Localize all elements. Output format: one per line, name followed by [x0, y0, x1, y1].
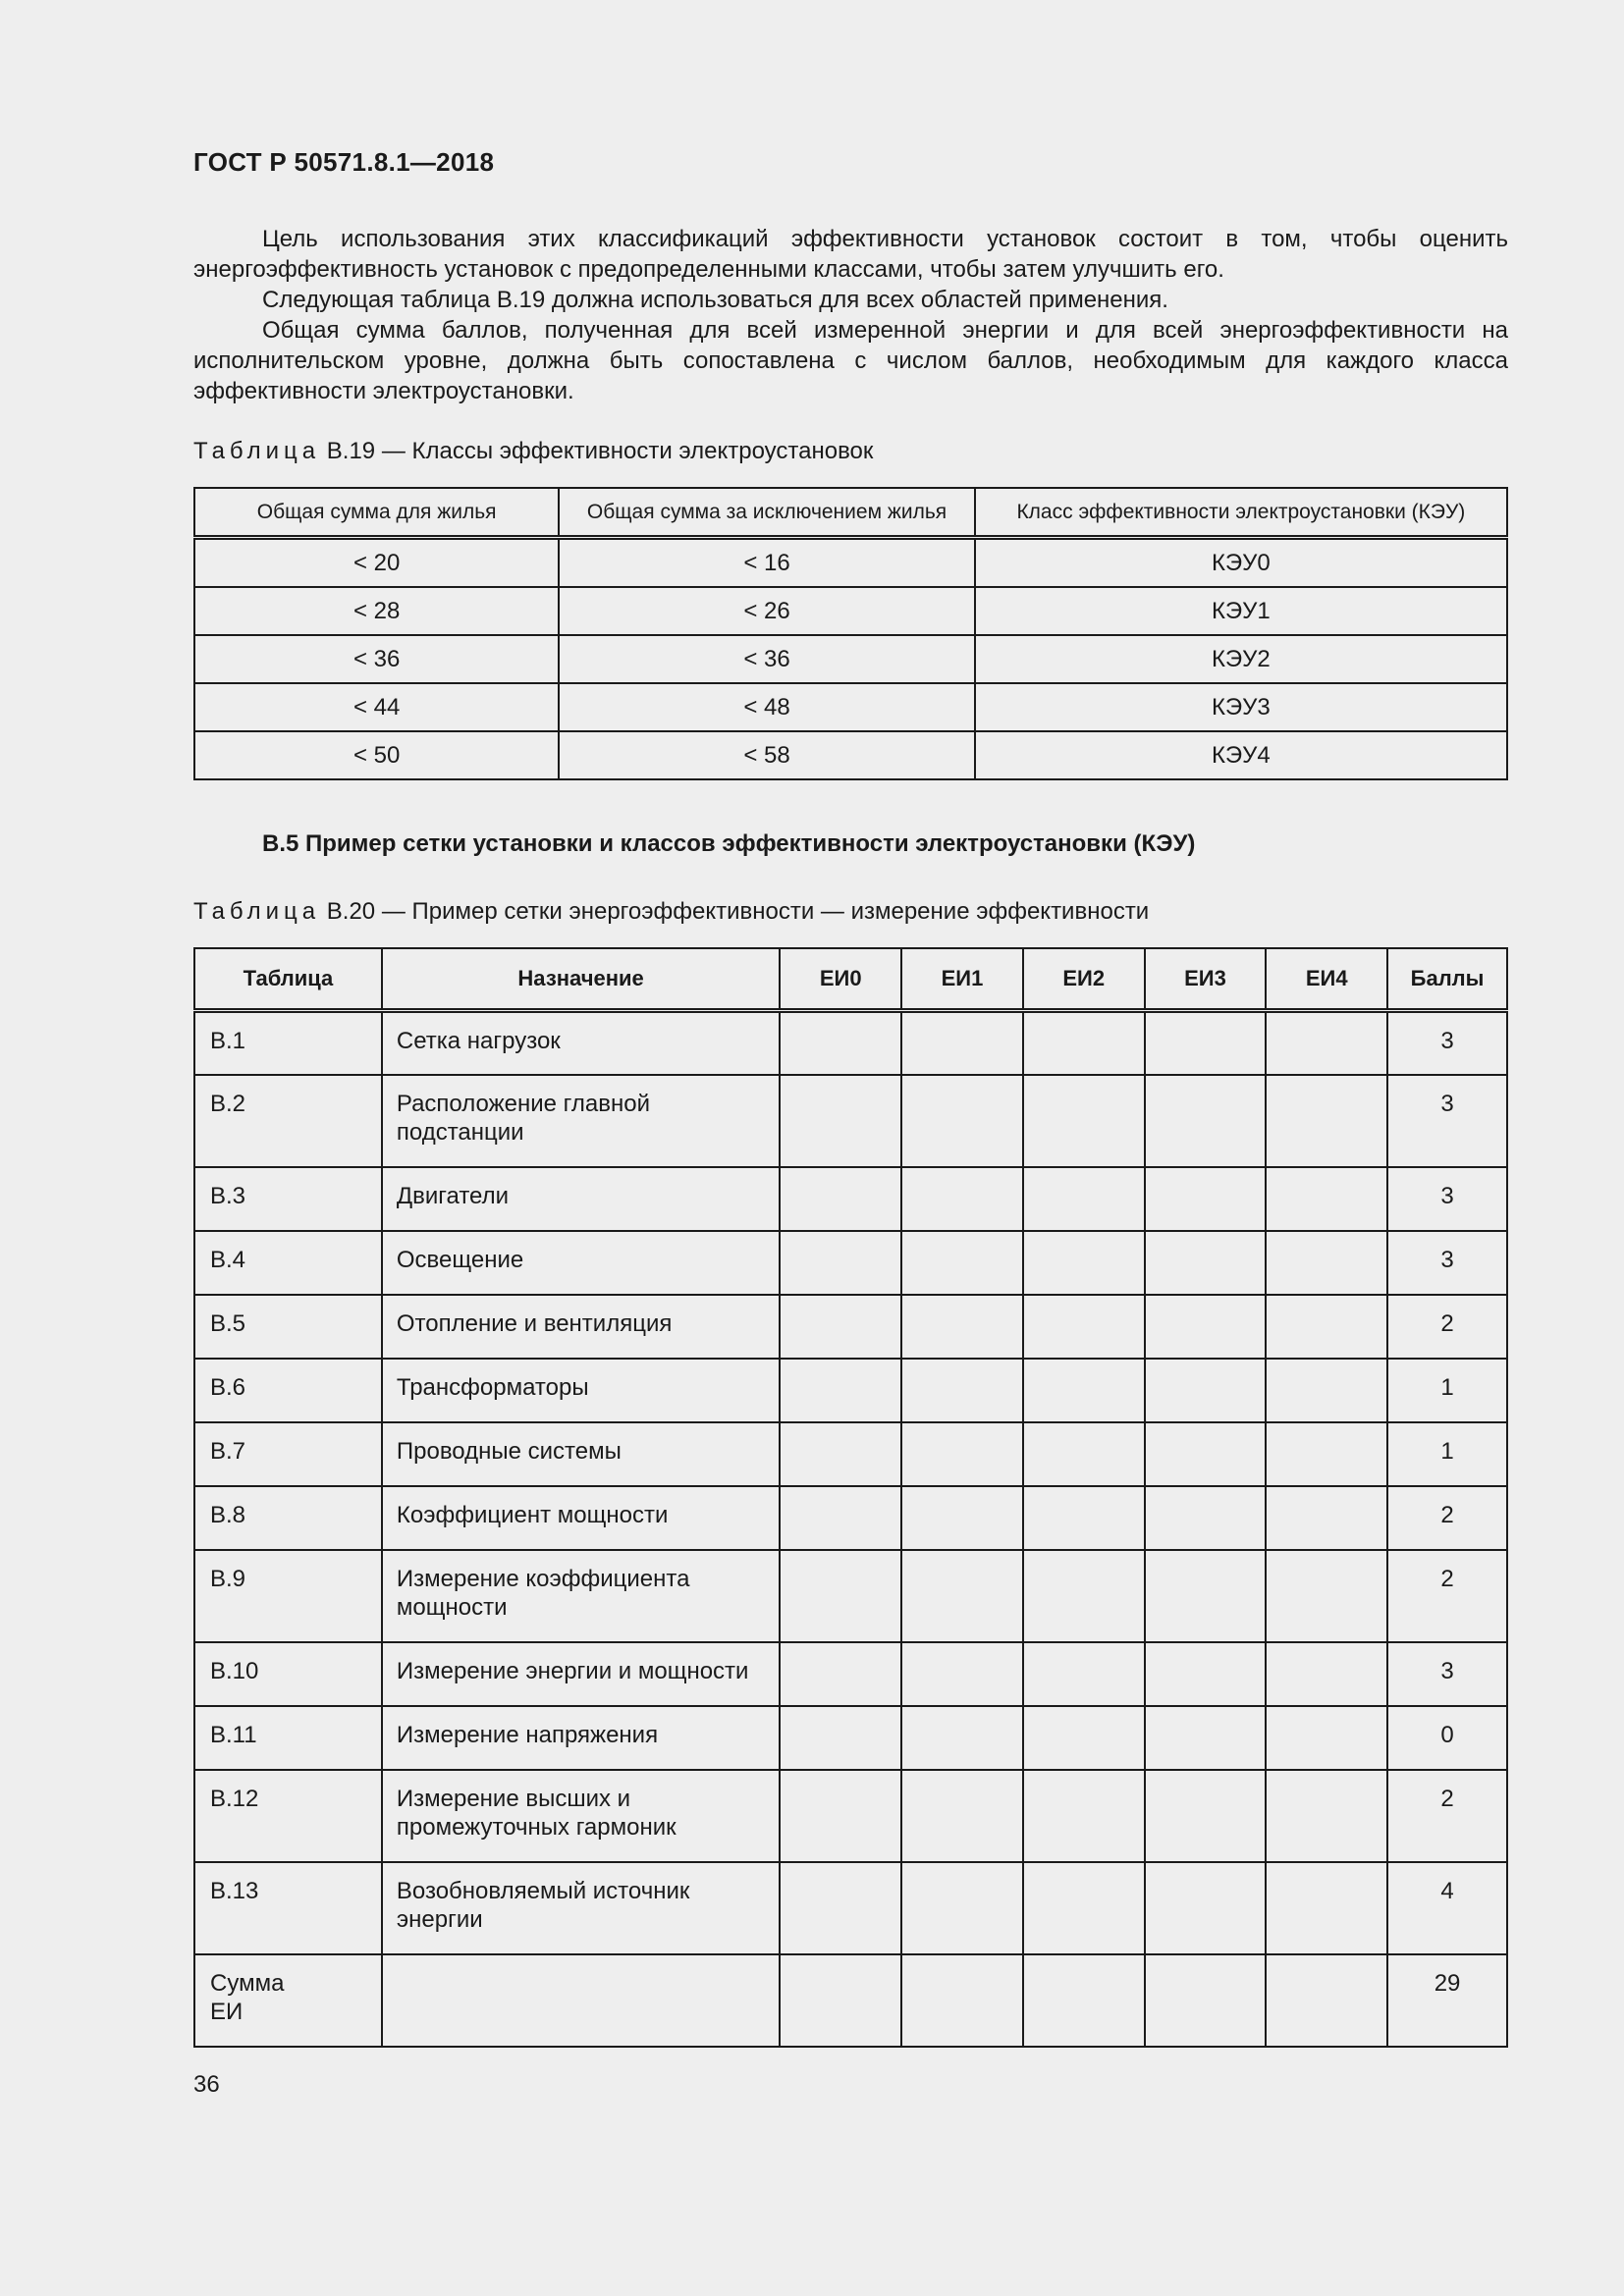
- row-code: В.11: [194, 1706, 382, 1770]
- ei-cell: [901, 1486, 1023, 1550]
- ei-cell: [780, 1642, 901, 1706]
- ei-cell: [1023, 1770, 1145, 1862]
- ei-cell: [780, 1231, 901, 1295]
- ei-cell: [780, 1486, 901, 1550]
- ei-cell: [1145, 1486, 1267, 1550]
- ei-cell: [1266, 1954, 1387, 2047]
- ei-cell: [1266, 1706, 1387, 1770]
- table-cell: < 26: [559, 587, 974, 635]
- table20-caption-word: Таблица: [193, 898, 321, 925]
- ei-cell: [780, 1011, 901, 1075]
- table-cell: КЭУ3: [975, 683, 1507, 731]
- ei-cell: [901, 1359, 1023, 1422]
- row-code: В.4: [194, 1231, 382, 1295]
- row-score: 2: [1387, 1770, 1507, 1862]
- page-number: 36: [193, 2071, 220, 2098]
- ei-cell: [780, 1295, 901, 1359]
- ei-cell: [901, 1954, 1023, 2047]
- ei-cell: [780, 1359, 901, 1422]
- ei-cell: [780, 1167, 901, 1231]
- row-code: В.5: [194, 1295, 382, 1359]
- table-cell: < 20: [194, 538, 559, 588]
- row-score: 1: [1387, 1422, 1507, 1486]
- table-row: [194, 587, 1507, 635]
- row-name: Отопление и вентиляция: [382, 1295, 780, 1359]
- row-score: 3: [1387, 1075, 1507, 1167]
- row-code: В.1: [194, 1011, 382, 1075]
- ei-cell: [1023, 1075, 1145, 1167]
- row-score: 2: [1387, 1550, 1507, 1642]
- ei-cell: [1145, 1706, 1267, 1770]
- ei-cell: [1266, 1011, 1387, 1075]
- ei-cell: [780, 1550, 901, 1642]
- column-header: Общая сумма за исключением жилья: [559, 488, 974, 538]
- ei-cell: [1023, 1422, 1145, 1486]
- column-header: ЕИ0: [780, 948, 901, 1011]
- table-cell: < 44: [194, 683, 559, 731]
- ei-cell: [901, 1862, 1023, 1954]
- ei-cell: [1266, 1550, 1387, 1642]
- table-row: [194, 1550, 1507, 1642]
- row-score: 3: [1387, 1011, 1507, 1075]
- ei-cell: [1023, 1486, 1145, 1550]
- row-name: Измерение напряжения: [382, 1706, 780, 1770]
- row-name: Трансформаторы: [382, 1359, 780, 1422]
- ei-cell: [1145, 1862, 1267, 1954]
- ei-cell: [1266, 1075, 1387, 1167]
- ei-cell: [901, 1231, 1023, 1295]
- row-name: Измерение энергии и мощности: [382, 1642, 780, 1706]
- table19-caption: [193, 438, 873, 465]
- table19-caption-word: Таблица: [193, 438, 321, 464]
- table-cell: КЭУ1: [975, 587, 1507, 635]
- ei-cell: [1266, 1486, 1387, 1550]
- ei-cell: [780, 1422, 901, 1486]
- ei-cell: [1023, 1011, 1145, 1075]
- row-name: Проводные системы: [382, 1422, 780, 1486]
- table-row: [194, 1231, 1507, 1295]
- ei-cell: [901, 1075, 1023, 1167]
- ei-cell: [1145, 1295, 1267, 1359]
- ei-cell: [1023, 1231, 1145, 1295]
- column-header: ЕИ3: [1145, 948, 1267, 1011]
- column-header: Таблица: [194, 948, 382, 1011]
- intro-paragraph-3: Общая сумма баллов, полученная для всей измеренной энергии и для всей энергоэффективности на исполнительском уровне, должна быть сопоставлена с числом баллов, необходимым для каждого класса эффективности электроустановки.: [193, 317, 1508, 404]
- table-cell: < 50: [194, 731, 559, 779]
- row-code: Сумма ЕИ: [194, 1954, 382, 2047]
- table-cell: < 48: [559, 683, 974, 731]
- column-header: Баллы: [1387, 948, 1507, 1011]
- row-name: Освещение: [382, 1231, 780, 1295]
- table-header-row: [194, 488, 1507, 538]
- table-b19: [193, 487, 1508, 780]
- row-score: 3: [1387, 1642, 1507, 1706]
- ei-cell: [780, 1862, 901, 1954]
- ei-cell: [780, 1770, 901, 1862]
- ei-cell: [1266, 1862, 1387, 1954]
- table-row: [194, 1359, 1507, 1422]
- intro-paragraph-2: Следующая таблица В.19 должна использоваться для всех областей применения.: [262, 287, 1168, 313]
- ei-cell: [901, 1550, 1023, 1642]
- table-b20: [193, 947, 1508, 2048]
- ei-cell: [1145, 1231, 1267, 1295]
- ei-cell: [1023, 1706, 1145, 1770]
- table-row: [194, 538, 1507, 588]
- table-cell: < 36: [194, 635, 559, 683]
- table-cell: КЭУ0: [975, 538, 1507, 588]
- row-score: 0: [1387, 1706, 1507, 1770]
- row-score: 2: [1387, 1295, 1507, 1359]
- table-cell: КЭУ4: [975, 731, 1507, 779]
- ei-cell: [901, 1770, 1023, 1862]
- ei-cell: [1145, 1011, 1267, 1075]
- column-header: ЕИ1: [901, 948, 1023, 1011]
- row-name: Сетка нагрузок: [382, 1011, 780, 1075]
- section-heading: В.5 Пример сетки установки и классов эффективности электроустановки (КЭУ): [262, 830, 1196, 857]
- table-row: [194, 1486, 1507, 1550]
- ei-cell: [1266, 1295, 1387, 1359]
- row-score: 2: [1387, 1486, 1507, 1550]
- ei-cell: [1145, 1075, 1267, 1167]
- ei-cell: [1023, 1862, 1145, 1954]
- table-cell: < 28: [194, 587, 559, 635]
- ei-cell: [901, 1295, 1023, 1359]
- table-row: [194, 683, 1507, 731]
- row-code: В.10: [194, 1642, 382, 1706]
- table-row: [194, 731, 1507, 779]
- table-cell: < 36: [559, 635, 974, 683]
- row-code: В.6: [194, 1359, 382, 1422]
- ei-cell: [1023, 1167, 1145, 1231]
- table-row-total: [194, 1954, 1507, 2047]
- ei-cell: [1023, 1642, 1145, 1706]
- row-name: Коэффициент мощности: [382, 1486, 780, 1550]
- table-cell: < 58: [559, 731, 974, 779]
- ei-cell: [1266, 1167, 1387, 1231]
- row-name: [382, 1954, 780, 2047]
- ei-cell: [1023, 1550, 1145, 1642]
- ei-cell: [1266, 1770, 1387, 1862]
- row-code: В.13: [194, 1862, 382, 1954]
- row-score: 29: [1387, 1954, 1507, 2047]
- row-code: В.2: [194, 1075, 382, 1167]
- row-code: В.3: [194, 1167, 382, 1231]
- ei-cell: [1266, 1359, 1387, 1422]
- ei-cell: [1266, 1231, 1387, 1295]
- table-row: [194, 1862, 1507, 1954]
- column-header: Назначение: [382, 948, 780, 1011]
- intro-text: [193, 224, 1508, 406]
- row-name: Измерение высших и промежуточных гармоник: [382, 1770, 780, 1862]
- ei-cell: [1145, 1359, 1267, 1422]
- table19-caption-title: В.19 — Классы эффективности электроустановок: [320, 438, 874, 464]
- ei-cell: [780, 1954, 901, 2047]
- intro-paragraph-1: Цель использования этих классификаций эффективности установок состоит в том, чтобы оценить энергоэффективность установок с предопределенными классами, чтобы затем улучшить его.: [193, 226, 1508, 283]
- table-row: [194, 1295, 1507, 1359]
- table-row: [194, 635, 1507, 683]
- table-row: [194, 1422, 1507, 1486]
- row-score: 3: [1387, 1167, 1507, 1231]
- ei-cell: [780, 1075, 901, 1167]
- row-name: Измерение коэффициента мощности: [382, 1550, 780, 1642]
- ei-cell: [1145, 1422, 1267, 1486]
- table-header-row: [194, 948, 1507, 1011]
- ei-cell: [1266, 1642, 1387, 1706]
- row-name: Двигатели: [382, 1167, 780, 1231]
- table-row: [194, 1167, 1507, 1231]
- row-code: В.8: [194, 1486, 382, 1550]
- document-header: ГОСТ Р 50571.8.1—2018: [193, 147, 495, 177]
- ei-cell: [901, 1011, 1023, 1075]
- table-row: [194, 1011, 1507, 1075]
- table20-caption: [193, 898, 1149, 926]
- ei-cell: [1145, 1642, 1267, 1706]
- ei-cell: [1145, 1954, 1267, 2047]
- table-row: [194, 1706, 1507, 1770]
- ei-cell: [1266, 1422, 1387, 1486]
- table-row: [194, 1642, 1507, 1706]
- table-cell: < 16: [559, 538, 974, 588]
- row-score: 3: [1387, 1231, 1507, 1295]
- ei-cell: [780, 1706, 901, 1770]
- ei-cell: [901, 1167, 1023, 1231]
- row-code: В.7: [194, 1422, 382, 1486]
- ei-cell: [901, 1422, 1023, 1486]
- column-header: ЕИ2: [1023, 948, 1145, 1011]
- row-code: В.12: [194, 1770, 382, 1862]
- column-header: ЕИ4: [1266, 948, 1387, 1011]
- ei-cell: [1023, 1295, 1145, 1359]
- ei-cell: [1145, 1770, 1267, 1862]
- ei-cell: [1145, 1167, 1267, 1231]
- row-code: В.9: [194, 1550, 382, 1642]
- ei-cell: [901, 1706, 1023, 1770]
- table-cell: КЭУ2: [975, 635, 1507, 683]
- ei-cell: [1023, 1954, 1145, 2047]
- table-row: [194, 1770, 1507, 1862]
- row-score: 4: [1387, 1862, 1507, 1954]
- ei-cell: [1023, 1359, 1145, 1422]
- column-header: Класс эффективности электроустановки (КЭУ): [975, 488, 1507, 538]
- ei-cell: [901, 1642, 1023, 1706]
- column-header: Общая сумма для жилья: [194, 488, 559, 538]
- row-name: Возобновляемый источник энергии: [382, 1862, 780, 1954]
- table20-caption-title: В.20 — Пример сетки энергоэффективности — измерение эффективности: [320, 898, 1150, 925]
- table-row: [194, 1075, 1507, 1167]
- ei-cell: [1145, 1550, 1267, 1642]
- row-name: Расположение главной подстанции: [382, 1075, 780, 1167]
- row-score: 1: [1387, 1359, 1507, 1422]
